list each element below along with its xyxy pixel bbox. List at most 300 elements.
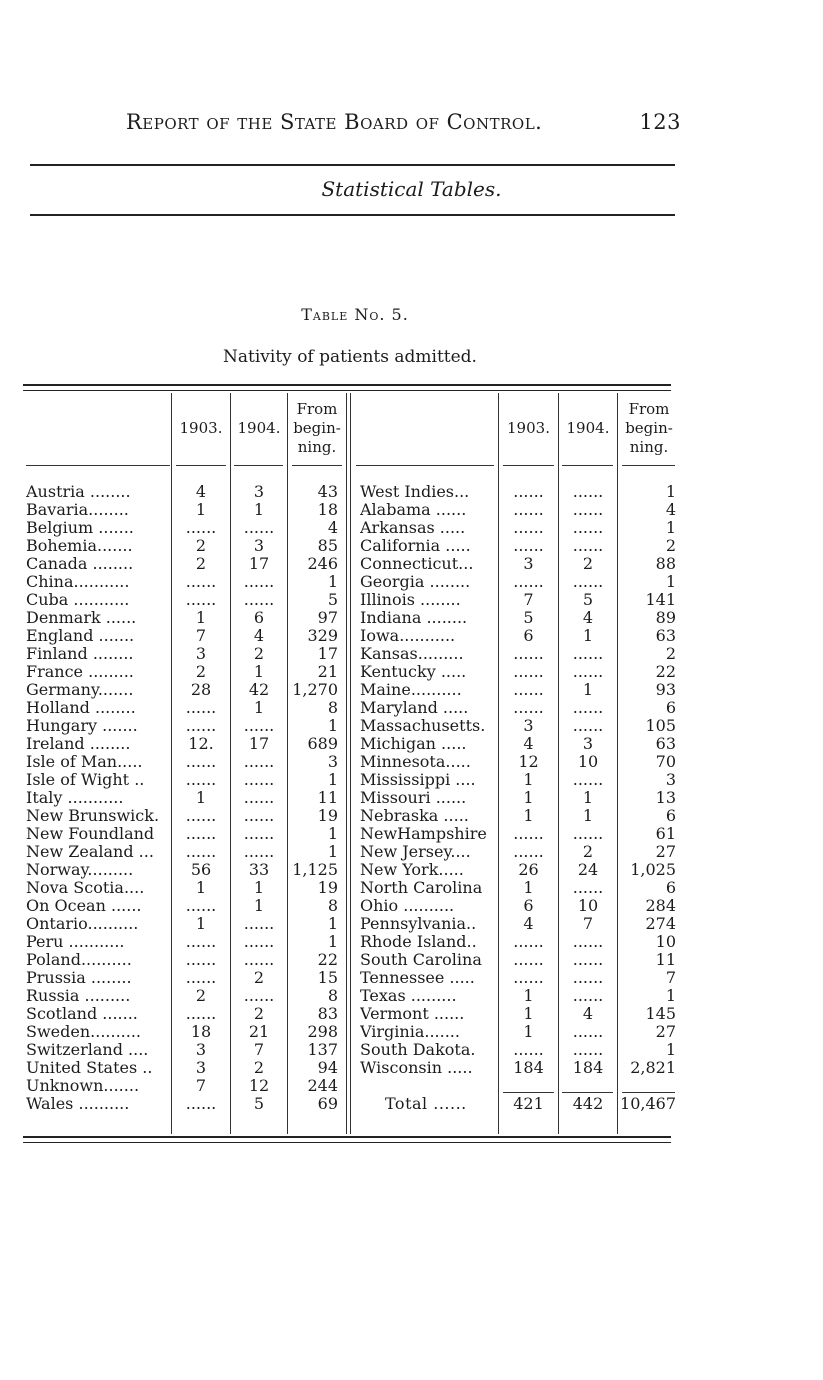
state-name: Virginia.......	[360, 1023, 460, 1041]
state-name: Ohio ..........	[360, 897, 455, 915]
table-row	[0, 519, 823, 537]
country-name: Isle of Wight ..	[26, 771, 145, 789]
country-name: United States ..	[26, 1059, 153, 1077]
cell-1903: ......	[513, 1041, 544, 1059]
table-row	[0, 573, 823, 591]
cell-1903: 18	[190, 1023, 212, 1041]
total-rule	[622, 1092, 675, 1093]
cell-1903: ......	[513, 573, 544, 591]
cell-from-beginning: 6	[665, 807, 676, 825]
cell-from-beginning: 145	[645, 1005, 676, 1023]
state-name: North Carolina	[360, 879, 483, 897]
cell-1903: ......	[185, 753, 217, 771]
cell-from-beginning: 69	[317, 1095, 338, 1113]
table-row	[0, 627, 823, 645]
cell-1904: 17	[248, 555, 270, 573]
cell-1903: 1	[195, 501, 207, 519]
country-name: Holland ........	[26, 699, 136, 717]
state-name: Massachusetts.	[360, 717, 486, 735]
cell-1904: ......	[243, 987, 275, 1005]
column-header-1904-left: 1904.	[237, 418, 281, 437]
cell-1903: 1	[195, 879, 207, 897]
cell-from-beginning: 27	[655, 1023, 676, 1041]
cell-from-beginning: 63	[655, 735, 676, 753]
cell-from-beginning: 141	[645, 591, 676, 609]
cell-1903: 2	[195, 537, 207, 555]
cell-1903: 1	[523, 987, 534, 1005]
table-row	[0, 987, 823, 1005]
cell-from-beginning: 89	[655, 609, 676, 627]
cell-from-beginning: 94	[317, 1059, 338, 1077]
table-row	[0, 879, 823, 897]
cell-from-beginning: 689	[307, 735, 338, 753]
cell-1903: 7	[523, 591, 534, 609]
cell-1904: ......	[243, 933, 275, 951]
column-header-1903-right: 1903.	[507, 418, 550, 437]
state-name: NewHampshire	[360, 825, 487, 843]
table-row	[0, 825, 823, 843]
cell-1903: ......	[185, 807, 217, 825]
cell-1903: ......	[185, 1005, 217, 1023]
cell-from-beginning: 63	[655, 627, 676, 645]
cell-1904: 7	[253, 1041, 265, 1059]
country-name: Isle of Man.....	[26, 753, 143, 771]
state-name: Texas .........	[360, 987, 457, 1005]
state-name: Wisconsin .....	[360, 1059, 473, 1077]
cell-1904: ......	[243, 519, 275, 537]
cell-from-beginning: 13	[655, 789, 676, 807]
cell-1904: 2	[253, 645, 265, 663]
state-name: Rhode Island..	[360, 933, 477, 951]
state-name: Georgia ........	[360, 573, 471, 591]
table-row	[0, 717, 823, 735]
country-name: Wales ..........	[26, 1095, 130, 1113]
cell-from-beginning: 11	[317, 789, 338, 807]
table-row	[0, 1005, 823, 1023]
cell-from-beginning: 3	[665, 771, 676, 789]
cell-1904: ......	[243, 591, 275, 609]
table-row	[0, 1077, 823, 1095]
cell-1903: 1	[195, 789, 207, 807]
running-head	[126, 110, 681, 134]
cell-1904: 3	[582, 735, 594, 753]
table-row	[0, 501, 823, 519]
cell-1903: ......	[185, 969, 217, 987]
cell-from-beginning: 22	[655, 663, 676, 681]
cell-1904: 1	[582, 789, 594, 807]
state-name: Indiana ........	[360, 609, 468, 627]
cell-1903: 5	[523, 609, 534, 627]
cell-from-beginning: 4	[327, 519, 338, 537]
cell-1904: ......	[572, 699, 604, 717]
cell-1903: ......	[185, 1095, 217, 1113]
cell-1903: ......	[185, 573, 217, 591]
header-underline	[356, 465, 494, 466]
cell-1904: 10	[577, 897, 599, 915]
cell-1904: ......	[572, 483, 604, 501]
cell-1903: ......	[513, 933, 544, 951]
cell-1903: ......	[513, 699, 544, 717]
state-name: New Jersey....	[360, 843, 471, 861]
cell-1904: ......	[572, 645, 604, 663]
cell-1903: 2	[195, 663, 207, 681]
cell-1903: ......	[513, 951, 544, 969]
country-name: New Zealand ...	[26, 843, 154, 861]
table-row	[0, 843, 823, 861]
cell-1903: ......	[513, 969, 544, 987]
cell-1903: ......	[513, 663, 544, 681]
cell-1904: 3	[253, 537, 265, 555]
table-title: Table No. 5.	[301, 305, 409, 324]
cell-1903: 1	[523, 789, 534, 807]
cell-from-beginning: 1	[665, 519, 676, 537]
table-row	[0, 645, 823, 663]
table-top-rule	[23, 384, 671, 391]
cell-1904: ......	[243, 573, 275, 591]
cell-from-beginning: 298	[307, 1023, 338, 1041]
cell-from-beginning: 1	[665, 483, 676, 501]
state-name: Maryland .....	[360, 699, 469, 717]
country-name: Cuba ...........	[26, 591, 130, 609]
country-name: Germany.......	[26, 681, 134, 699]
state-name: Arkansas .....	[360, 519, 466, 537]
country-name: New Foundland	[26, 825, 155, 843]
cell-1904: 17	[248, 735, 270, 753]
cell-1903: 2	[195, 555, 207, 573]
cell-1903: ......	[185, 699, 217, 717]
cell-1903: 1	[523, 807, 534, 825]
column-header-from-beginning-right: From begin- ning.	[625, 399, 673, 456]
cell-from-beginning: 88	[655, 555, 676, 573]
state-name: Connecticut...	[360, 555, 474, 573]
cell-1903: ......	[513, 645, 544, 663]
cell-1903: ......	[513, 537, 544, 555]
cell-from-beginning: 2	[665, 645, 676, 663]
cell-from-beginning: 105	[645, 717, 676, 735]
table-row	[0, 951, 823, 969]
cell-1904: 2	[582, 555, 594, 573]
cell-1903: 3	[195, 645, 207, 663]
cell-1904: 1	[253, 699, 265, 717]
country-name: Norway.........	[26, 861, 134, 879]
cell-from-beginning: 17	[317, 645, 338, 663]
cell-1904: ......	[243, 789, 275, 807]
cell-1903: 4	[195, 483, 207, 501]
section-title: Statistical Tables.	[321, 177, 502, 201]
cell-1903: 6	[523, 627, 534, 645]
cell-1903: ......	[513, 825, 544, 843]
country-name: China...........	[26, 573, 130, 591]
table-row	[0, 591, 823, 609]
cell-from-beginning: 1,270	[292, 681, 338, 699]
country-name: On Ocean ......	[26, 897, 142, 915]
cell-1904: ......	[572, 771, 604, 789]
state-name: Illinois ........	[360, 591, 461, 609]
cell-from-beginning: 8	[327, 987, 338, 1005]
cell-1904: ......	[572, 1023, 604, 1041]
cell-from-beginning: 2	[665, 537, 676, 555]
cell-1903: 4	[523, 915, 534, 933]
cell-from-beginning: 43	[317, 483, 338, 501]
column-header-from-beginning-left: From begin- ning.	[293, 399, 341, 456]
cell-1904: ......	[243, 951, 275, 969]
cell-1904: ......	[572, 951, 604, 969]
cell-1904: 21	[248, 1023, 270, 1041]
cell-1904: 1	[253, 501, 265, 519]
cell-from-beginning: 70	[655, 753, 676, 771]
cell-1903: 2	[195, 987, 207, 1005]
cell-from-beginning: 1	[665, 573, 676, 591]
cell-from-beginning: 97	[317, 609, 338, 627]
cell-from-beginning: 4	[665, 501, 676, 519]
country-name: Ontario..........	[26, 915, 139, 933]
cell-1903: 26	[518, 861, 539, 879]
cell-from-beginning: 6	[665, 699, 676, 717]
cell-1904: 3	[253, 483, 265, 501]
cell-1903: ......	[185, 897, 217, 915]
cell-1903: 1	[195, 609, 207, 627]
cell-1903: 7	[195, 1077, 207, 1095]
cell-1903: 6	[523, 897, 534, 915]
cell-1904: 1	[582, 807, 594, 825]
cell-1904: ......	[572, 1041, 604, 1059]
cell-1903: ......	[185, 519, 217, 537]
cell-1904: 1	[582, 681, 594, 699]
cell-1903: 56	[190, 861, 212, 879]
cell-1903: 3	[195, 1041, 207, 1059]
country-name: Russia .........	[26, 987, 131, 1005]
state-name: Kansas.........	[360, 645, 464, 663]
total-1904: 442	[572, 1095, 604, 1113]
cell-from-beginning: 1	[327, 843, 338, 861]
cell-1904: 42	[248, 681, 270, 699]
country-name: Hungary .......	[26, 717, 138, 735]
header-underline	[622, 465, 675, 466]
cell-1904: ......	[572, 537, 604, 555]
cell-1904: ......	[243, 753, 275, 771]
cell-1903: ......	[185, 843, 217, 861]
cell-1904: ......	[572, 573, 604, 591]
cell-1903: ......	[185, 771, 217, 789]
cell-1903: ......	[185, 717, 217, 735]
cell-1904: 33	[248, 861, 270, 879]
cell-1903: ......	[513, 681, 544, 699]
cell-1904: 4	[582, 1005, 594, 1023]
table-row	[0, 681, 823, 699]
state-name: Vermont ......	[360, 1005, 465, 1023]
cell-from-beginning: 10	[655, 933, 676, 951]
cell-1903: 1	[523, 879, 534, 897]
header-underline	[176, 465, 226, 466]
cell-1903: ......	[185, 933, 217, 951]
total-rule	[503, 1092, 554, 1093]
table-row	[0, 915, 823, 933]
table-row	[0, 1059, 823, 1077]
cell-1904: ......	[572, 987, 604, 1005]
cell-1904: 7	[582, 915, 594, 933]
cell-from-beginning: 27	[655, 843, 676, 861]
total-from-beginning: 10,467	[620, 1095, 676, 1113]
cell-1903: 3	[523, 717, 534, 735]
cell-1904: 10	[577, 753, 599, 771]
table-row	[0, 771, 823, 789]
cell-from-beginning: 6	[665, 879, 676, 897]
country-name: Poland..........	[26, 951, 132, 969]
table-row	[0, 555, 823, 573]
header-underline	[292, 465, 342, 466]
state-name: New York.....	[360, 861, 464, 879]
cell-1903: ......	[513, 483, 544, 501]
cell-from-beginning: 18	[317, 501, 338, 519]
cell-from-beginning: 244	[307, 1077, 338, 1095]
state-name: Tennessee .....	[360, 969, 475, 987]
state-name: Michigan .....	[360, 735, 467, 753]
country-name: Bohemia.......	[26, 537, 133, 555]
cell-1904: ......	[243, 807, 275, 825]
cell-from-beginning: 1,125	[292, 861, 338, 879]
cell-from-beginning: 1	[327, 771, 338, 789]
country-name: Unknown.......	[26, 1077, 140, 1095]
table-row	[0, 663, 823, 681]
cell-1904: ......	[243, 771, 275, 789]
cell-from-beginning: 1	[665, 1041, 676, 1059]
cell-from-beginning: 3	[327, 753, 338, 771]
cell-1903: 184	[513, 1059, 544, 1077]
cell-1904: 5	[253, 1095, 265, 1113]
cell-1903: 4	[523, 735, 534, 753]
cell-1904: ......	[572, 969, 604, 987]
state-name: California .....	[360, 537, 471, 555]
cell-from-beginning: 5	[327, 591, 338, 609]
state-name: Mississippi ....	[360, 771, 476, 789]
header-underline	[234, 465, 283, 466]
cell-from-beginning: 61	[655, 825, 676, 843]
table-row	[0, 969, 823, 987]
cell-1903: ......	[185, 825, 217, 843]
cell-1904: ......	[243, 843, 275, 861]
table-row	[0, 789, 823, 807]
total-label: Total ......	[385, 1095, 467, 1113]
country-name: Finland ........	[26, 645, 134, 663]
table-row	[0, 1041, 823, 1059]
header-rule-bottom	[30, 214, 675, 216]
cell-1903: 1	[523, 1005, 534, 1023]
cell-1904: ......	[243, 717, 275, 735]
cell-1904: ......	[572, 879, 604, 897]
table-row	[0, 1023, 823, 1041]
table-row	[0, 735, 823, 753]
country-name: Sweden..........	[26, 1023, 141, 1041]
cell-1904: 184	[572, 1059, 604, 1077]
cell-1904: ......	[243, 825, 275, 843]
state-name: Alabama ......	[360, 501, 467, 519]
total-1903: 421	[513, 1095, 544, 1113]
cell-from-beginning: 1,025	[630, 861, 676, 879]
table-row	[0, 897, 823, 915]
country-name: Denmark ......	[26, 609, 137, 627]
column-header-1903-left: 1903.	[179, 418, 223, 437]
table-row	[0, 609, 823, 627]
cell-from-beginning: 11	[655, 951, 676, 969]
table-row	[0, 861, 823, 879]
cell-from-beginning: 15	[317, 969, 338, 987]
page-number: 123	[639, 110, 681, 134]
cell-from-beginning: 19	[317, 879, 338, 897]
cell-1903: 1	[523, 1023, 534, 1041]
cell-1904: ......	[572, 825, 604, 843]
state-name: Missouri ......	[360, 789, 467, 807]
country-name: Belgium .......	[26, 519, 134, 537]
cell-from-beginning: 7	[665, 969, 676, 987]
total-rule	[562, 1092, 613, 1093]
cell-1904: ......	[572, 663, 604, 681]
state-name: Kentucky .....	[360, 663, 467, 681]
cell-from-beginning: 1	[327, 717, 338, 735]
state-name: Iowa...........	[360, 627, 456, 645]
column-header-1904-right: 1904.	[566, 418, 610, 437]
header-underline	[562, 465, 613, 466]
cell-1903: ......	[513, 519, 544, 537]
cell-1903: ......	[513, 843, 544, 861]
table-row	[0, 753, 823, 771]
country-name: Nova Scotia....	[26, 879, 145, 897]
cell-1903: ......	[513, 501, 544, 519]
cell-1903: 3	[523, 555, 534, 573]
cell-1904: 6	[253, 609, 265, 627]
table-row	[0, 1095, 823, 1113]
cell-from-beginning: 1	[665, 987, 676, 1005]
cell-1903: 1	[195, 915, 207, 933]
country-name: Canada ........	[26, 555, 134, 573]
country-name: New Brunswick.	[26, 807, 160, 825]
cell-from-beginning: 284	[645, 897, 676, 915]
cell-1904: ......	[572, 501, 604, 519]
cell-1904: 2	[582, 843, 594, 861]
cell-from-beginning: 137	[307, 1041, 338, 1059]
cell-from-beginning: 1	[327, 915, 338, 933]
state-name: Nebraska .....	[360, 807, 469, 825]
country-name: Peru ...........	[26, 933, 125, 951]
country-name: Ireland ........	[26, 735, 131, 753]
cell-1904: 1	[253, 879, 265, 897]
table-row	[0, 699, 823, 717]
country-name: Switzerland ....	[26, 1041, 149, 1059]
country-name: Austria ........	[26, 483, 131, 501]
state-name: South Dakota.	[360, 1041, 476, 1059]
table-row	[0, 933, 823, 951]
table-bottom-rule	[23, 1136, 671, 1143]
cell-from-beginning: 1	[327, 933, 338, 951]
cell-1904: 1	[582, 627, 594, 645]
cell-from-beginning: 274	[645, 915, 676, 933]
cell-from-beginning: 22	[317, 951, 338, 969]
cell-from-beginning: 93	[655, 681, 676, 699]
cell-from-beginning: 1	[327, 825, 338, 843]
running-title: Report of the State Board of Control.	[126, 110, 543, 134]
state-name: Minnesota.....	[360, 753, 471, 771]
cell-from-beginning: 85	[317, 537, 338, 555]
cell-1904: 4	[582, 609, 594, 627]
cell-1903: ......	[185, 591, 217, 609]
cell-1904: ......	[243, 915, 275, 933]
cell-from-beginning: 329	[307, 627, 338, 645]
cell-from-beginning: 1	[327, 573, 338, 591]
cell-from-beginning: 21	[317, 663, 338, 681]
cell-1904: ......	[572, 717, 604, 735]
cell-from-beginning: 83	[317, 1005, 338, 1023]
cell-1903: 3	[195, 1059, 207, 1077]
country-name: England .......	[26, 627, 135, 645]
